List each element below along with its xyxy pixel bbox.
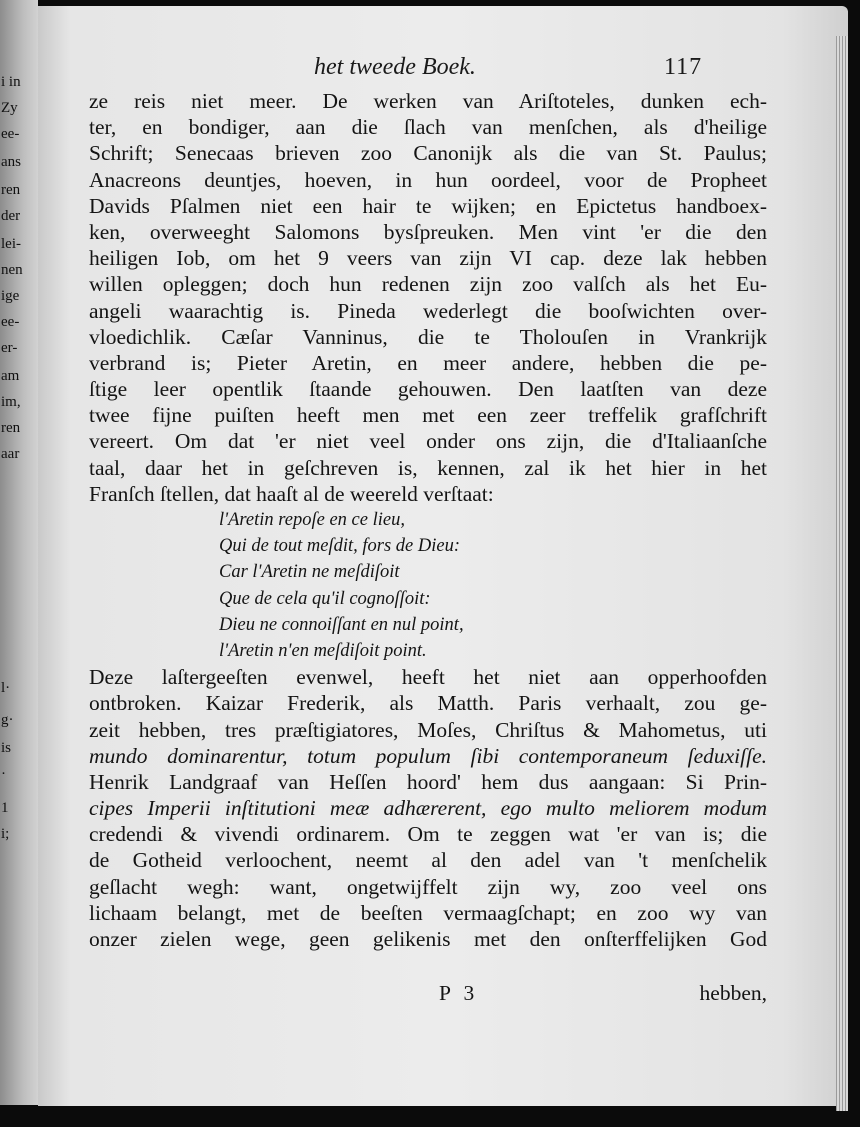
text-line: de Gotheid verloochent, neemt al den adel van 't menſchelik xyxy=(89,848,767,873)
prev-margin-line: i; xyxy=(1,826,10,842)
prev-margin-line: · xyxy=(1,766,6,782)
poem-line: l'Aretin n'en meſdiſoit point. xyxy=(219,640,427,661)
prev-margin-line: aar xyxy=(1,446,20,462)
page-stack-edge xyxy=(836,36,848,1111)
text-line: verbrand is; Pieter Aretin, en meer andere, hebben die pe- xyxy=(89,350,767,375)
text-line: geſlacht wegh: want, ongetwijffelt zijn wy, zoo veel ons xyxy=(89,874,767,899)
text-line: angeli waarachtig is. Pineda wederlegt die booſwichten over- xyxy=(89,298,767,323)
prev-margin-line: ans xyxy=(1,154,21,170)
text-line: vloedichlik. Cæſar Vanninus, die te Tholouſen in Vrankrijk xyxy=(89,324,767,349)
poem-line: Qui de tout meſdit, fors de Dieu: xyxy=(219,536,460,557)
text-line: zeit hebben, tres præſtigiatores, Moſes, Chriſtus & Mahometus, uti xyxy=(89,717,767,742)
prev-margin-line: i in xyxy=(1,74,21,90)
text-line: Franſch ſtellen, dat haaſt al de weereld verſtaat: xyxy=(89,481,494,506)
prev-margin-line: am xyxy=(1,368,20,384)
prev-margin-line: ee- xyxy=(1,126,20,142)
prev-margin-line: is xyxy=(1,740,12,756)
text-line: ſtige leer opentlik ſtaande gehouwen. Den laatſten van deze xyxy=(89,377,767,402)
poem-line: Car l'Aretin ne meſdiſoit xyxy=(219,562,400,583)
page-number: 117 xyxy=(664,54,703,80)
catchword: hebben, xyxy=(699,981,767,1005)
prev-margin-line: ren xyxy=(1,182,21,198)
prev-margin-line: Zy xyxy=(1,100,18,116)
text-line: willen opleggen; doch hun redenen zijn zoo valſch als het Eu- xyxy=(89,272,767,297)
prev-margin-line: ren xyxy=(1,420,21,436)
text-line: cipes Imperii inſtitutioni meæ adhærerent, ego multo meliorem modum xyxy=(89,796,767,821)
prev-margin-line: er- xyxy=(1,340,18,356)
prev-margin-line: 1 xyxy=(1,800,9,816)
page-footer xyxy=(89,981,767,1009)
text-line: lichaam belangt, met de beeſten vermaagſchapt; en zoo wy van xyxy=(89,900,767,925)
text-line: ter, en bondiger, aan die ſlach van menſchen, als d'heilige xyxy=(89,115,767,140)
paragraph-after-poem xyxy=(89,664,767,952)
prev-margin-line: ee- xyxy=(1,314,20,330)
poem-line: Que de cela qu'il cognoſſoit: xyxy=(219,588,431,609)
epitaph-poem xyxy=(89,507,767,664)
text-line: onzer zielen wege, geen gelikenis met den onſterffelijken God xyxy=(89,927,767,951)
text-line: ze reis niet meer. De werken van Ariſtoteles, dunken ech- xyxy=(89,89,767,113)
text-line: heiligen Iob, om het 9 veers van zijn VI cap. deze lak hebben xyxy=(89,246,767,271)
text-line: mundo dominarentur, totum populum ſibi contemporaneum ſeduxiſſe. xyxy=(89,743,767,768)
paragraph-before-poem xyxy=(89,88,767,507)
prev-margin-line: nen xyxy=(1,262,23,278)
book-page xyxy=(38,6,848,1106)
prev-margin-line: im, xyxy=(1,394,21,410)
text-line: credendi & vivendi ordinarem. Om te zeggen wat 'er van is; die xyxy=(89,822,767,847)
text-line: twee fijne puiſten heeft men met een zeer treffelik grafſchrift xyxy=(89,403,767,428)
prev-margin-line: l· xyxy=(1,680,11,696)
text-line: Anacreons deuntjes, hoeven, in hun oordeel, voor de Propheet xyxy=(89,167,767,192)
prev-margin-line: der xyxy=(1,208,21,224)
text-line: ken, overweeght Salomons bysſpreuken. Men vint 'er die den xyxy=(89,219,767,244)
prev-margin-line: lei- xyxy=(1,236,21,252)
previous-page-edge xyxy=(0,0,38,1105)
text-line: Davids Pſalmen niet een hair te wijken; en Epictetus handboex- xyxy=(89,193,767,218)
text-line: vereert. Om dat 'er niet veel onder ons zijn, die d'Italiaanſche xyxy=(89,429,767,454)
prev-margin-line: g· xyxy=(1,712,14,728)
running-head: het tweede Boek. xyxy=(314,54,476,80)
text-line: Deze laſtergeeſten evenwel, heeft het niet aan opperhoofden xyxy=(89,665,767,690)
poem-line: l'Aretin repoſe en ce lieu, xyxy=(219,510,405,530)
text-line: Henrik Landgraaf van Heſſen hoord' hem dus aangaan: Si Prin- xyxy=(89,769,767,794)
prev-margin-line: ige xyxy=(1,288,20,304)
page-header xyxy=(38,48,848,88)
text-line: Schrift; Senecaas brieven zoo Canonijk als die van St. Paulus; xyxy=(89,141,767,166)
poem-line: Dieu ne connoiſſant en nul point, xyxy=(219,614,464,635)
text-line: taal, daar het in geſchreven is, kennen, zal ik het hier in het xyxy=(89,455,767,480)
text-line: ontbroken. Kaizar Frederik, als Matth. Paris verhaalt, zou ge- xyxy=(89,691,767,716)
body-text xyxy=(89,88,767,952)
signature-mark: P 3 xyxy=(439,981,479,1005)
